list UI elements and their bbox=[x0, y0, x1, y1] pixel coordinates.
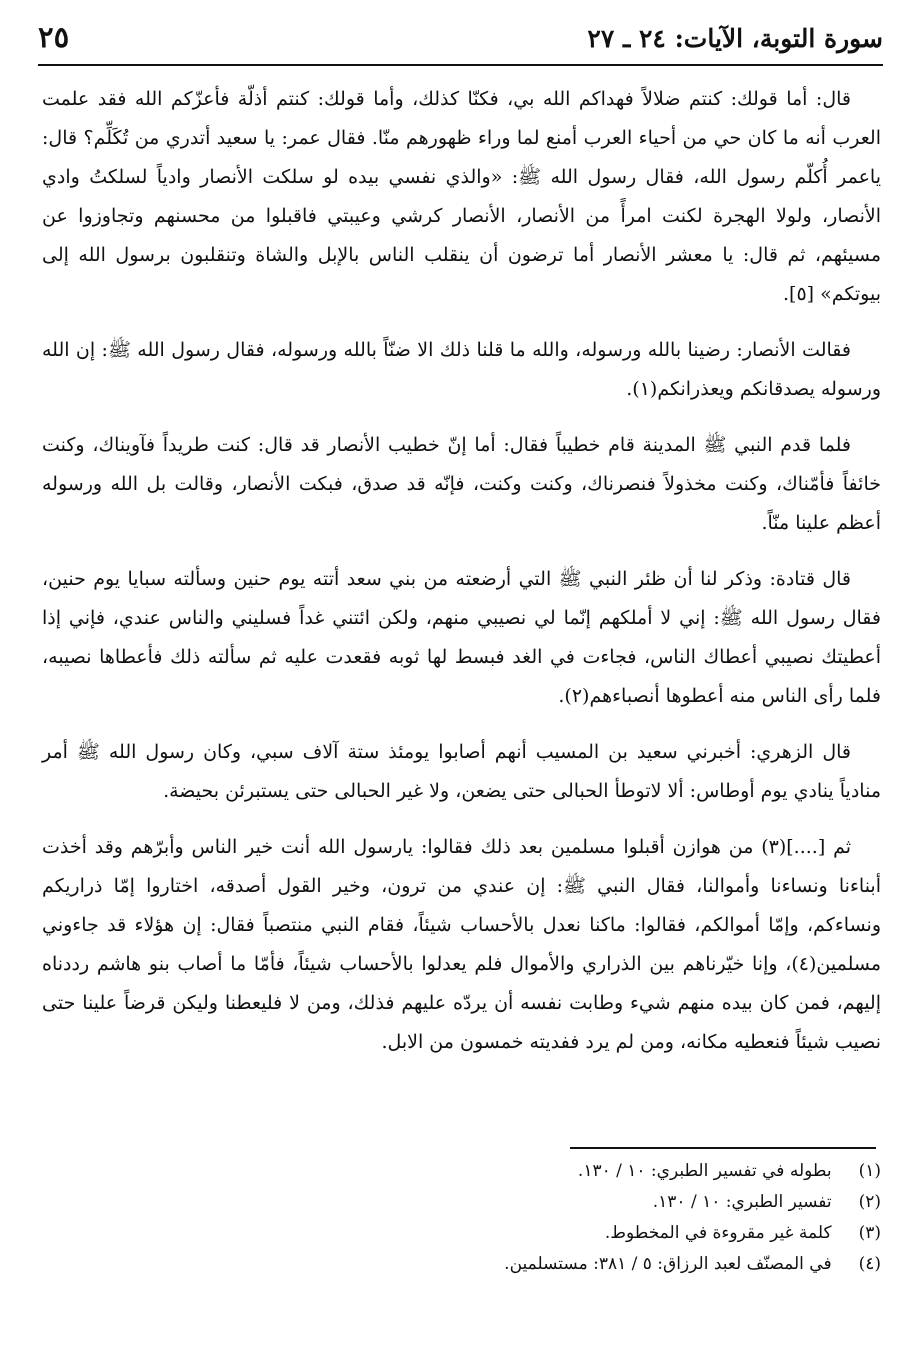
footnote-item bbox=[60, 1250, 881, 1279]
footnote-number: (٢) bbox=[858, 1192, 881, 1212]
running-title: سورة التوبة، الآيات: ٢٤ ـ ٢٧ bbox=[587, 24, 883, 53]
footnote-text: كلمة غير مقروءة في المخطوط. bbox=[604, 1223, 832, 1243]
paragraph: قال قتادة: وذكر لنا أن ظئر النبي ﷺ التي أرضعته من بني سعد أتته يوم حنين وسألته سبايا يوم حنين، فقال رسول الله ﷺ: إني لا أملكهم إنّما لي نصيبي منهم، ولكن ائتني غداً فسليني والناس عندي، فإني إذا أعطيتك نصيبي أعطاك الناس، فجاءت في الغد فبسط لها ثوبه فقعدت عليه ثم سألته ذلك فأعطاها نصيبه، فلما رأى الناس منه أعطوها أنصباءهم(٢). bbox=[42, 568, 881, 707]
paragraph: ثم [....](٣) من هوازن أقبلوا مسلمين بعد ذلك فقالوا: يارسول الله أنت خير الناس وأبرّهم وقد أخذت أبناءنا ونساءنا وأموالنا، فقال النبي ﷺ: إن عندي من ترون، وخير القول أصدقه، اختاروا إمّا ذراريكم ونساءكم، وإمّا أموالكم، فقالوا: ماكنا نعدل بالأحساب شيئاً، فقام النبي منتصباً فقال: إن هؤلاء قد جاءوني مسلمين(٤)، وإنا خيّرناهم بين الذراري والأموال فلم يعدلوا بالأحساب شيئاً، فأمّا ما أصاب بنو هاشم رددناه إليهم، فمن كان بيده منهم شيء وطابت نفسه أن يردّه عليهم فذلك، ومن لا فليعطنا وليكن قرضاً علينا حتى نصيب شيئاً فنعطيه مكانه، ومن لم يرد ففديته خمسون من الابل. bbox=[42, 836, 881, 1053]
footnotes bbox=[60, 1157, 881, 1281]
page-number: ٢٥ bbox=[38, 20, 70, 54]
footnote-divider bbox=[570, 1147, 876, 1149]
footnote-text: في المصنّف لعبد الرزاق: ٥ / ٣٨١: مستسلمين. bbox=[504, 1254, 832, 1274]
header-divider bbox=[38, 64, 883, 66]
footnote-number: (١) bbox=[858, 1161, 881, 1181]
paragraph: قال الزهري: أخبرني سعيد بن المسيب أنهم أصابوا يومئذ ستة آلاف سبي، وكان رسول الله ﷺ أمر منادياً ينادي يوم أوطاس: ألا لاتوطأ الحبالى حتى يضعن، ولا غير الحبالى حتى يستبرئن بحيضة. bbox=[42, 741, 881, 802]
footnote-text: تفسير الطبري: ١٠ / ١٣٠. bbox=[652, 1192, 832, 1212]
footnote-item bbox=[60, 1157, 881, 1186]
footnote-number: (٣) bbox=[858, 1223, 881, 1243]
footnote-item bbox=[60, 1219, 881, 1248]
paragraph: فقالت الأنصار: رضينا بالله ورسوله، والله ما قلنا ذلك الا ضنّاً بالله ورسوله، فقال رسول الله ﷺ: إن الله ورسوله يصدقانكم ويعذرانكم(١). bbox=[42, 339, 881, 400]
main-text bbox=[42, 80, 881, 1079]
footnote-item bbox=[60, 1188, 881, 1217]
footnote-number: (٤) bbox=[858, 1254, 881, 1274]
running-header bbox=[38, 14, 883, 64]
footnote-text: بطوله في تفسير الطبري: ١٠ / ١٣٠. bbox=[577, 1161, 832, 1181]
paragraph: قال: أما قولك: كنتم ضلالاً فهداكم الله بي، فكنّا كذلك، وأما قولك: كنتم أذلّة فأعزّكم الله فقد علمت العرب أنه ما كان حي من أحياء العرب أمنع لما وراء ظهورهم منّا. فقال عمر: يا سعيد أتدري من تُكَلِّم؟ قال: ياعمر أُكلّم رسول الله، فقال رسول الله ﷺ: «والذي نفسي بيده لو سلكت الأنصار وادياً لسلكتُ وادي الأنصار، ولولا الهجرة لكنت امرأً من الأنصار، الأنصار كرشي وعيبتي فاقبلوا من محسنهم وتجاوزوا عن مسيئهم، ثم قال: يا معشر الأنصار أما ترضون أن ينقلب الناس بالإبل والشاة وتنقلبون برسول الله إلى بيوتكم» [٥]. bbox=[42, 88, 881, 305]
paragraph: فلما قدم النبي ﷺ المدينة قام خطيباً فقال: أما إنّ خطيب الأنصار قد قال: كنت طريداً فآويناك، وكنت خائفاً فأمّناك، وكنت مخذولاً فنصرناك، وكنت وكنت، فإنّه قد صدق، فبكت الأنصار، وقالت بل الله ورسوله أعظم علينا منّاً. bbox=[42, 434, 881, 534]
